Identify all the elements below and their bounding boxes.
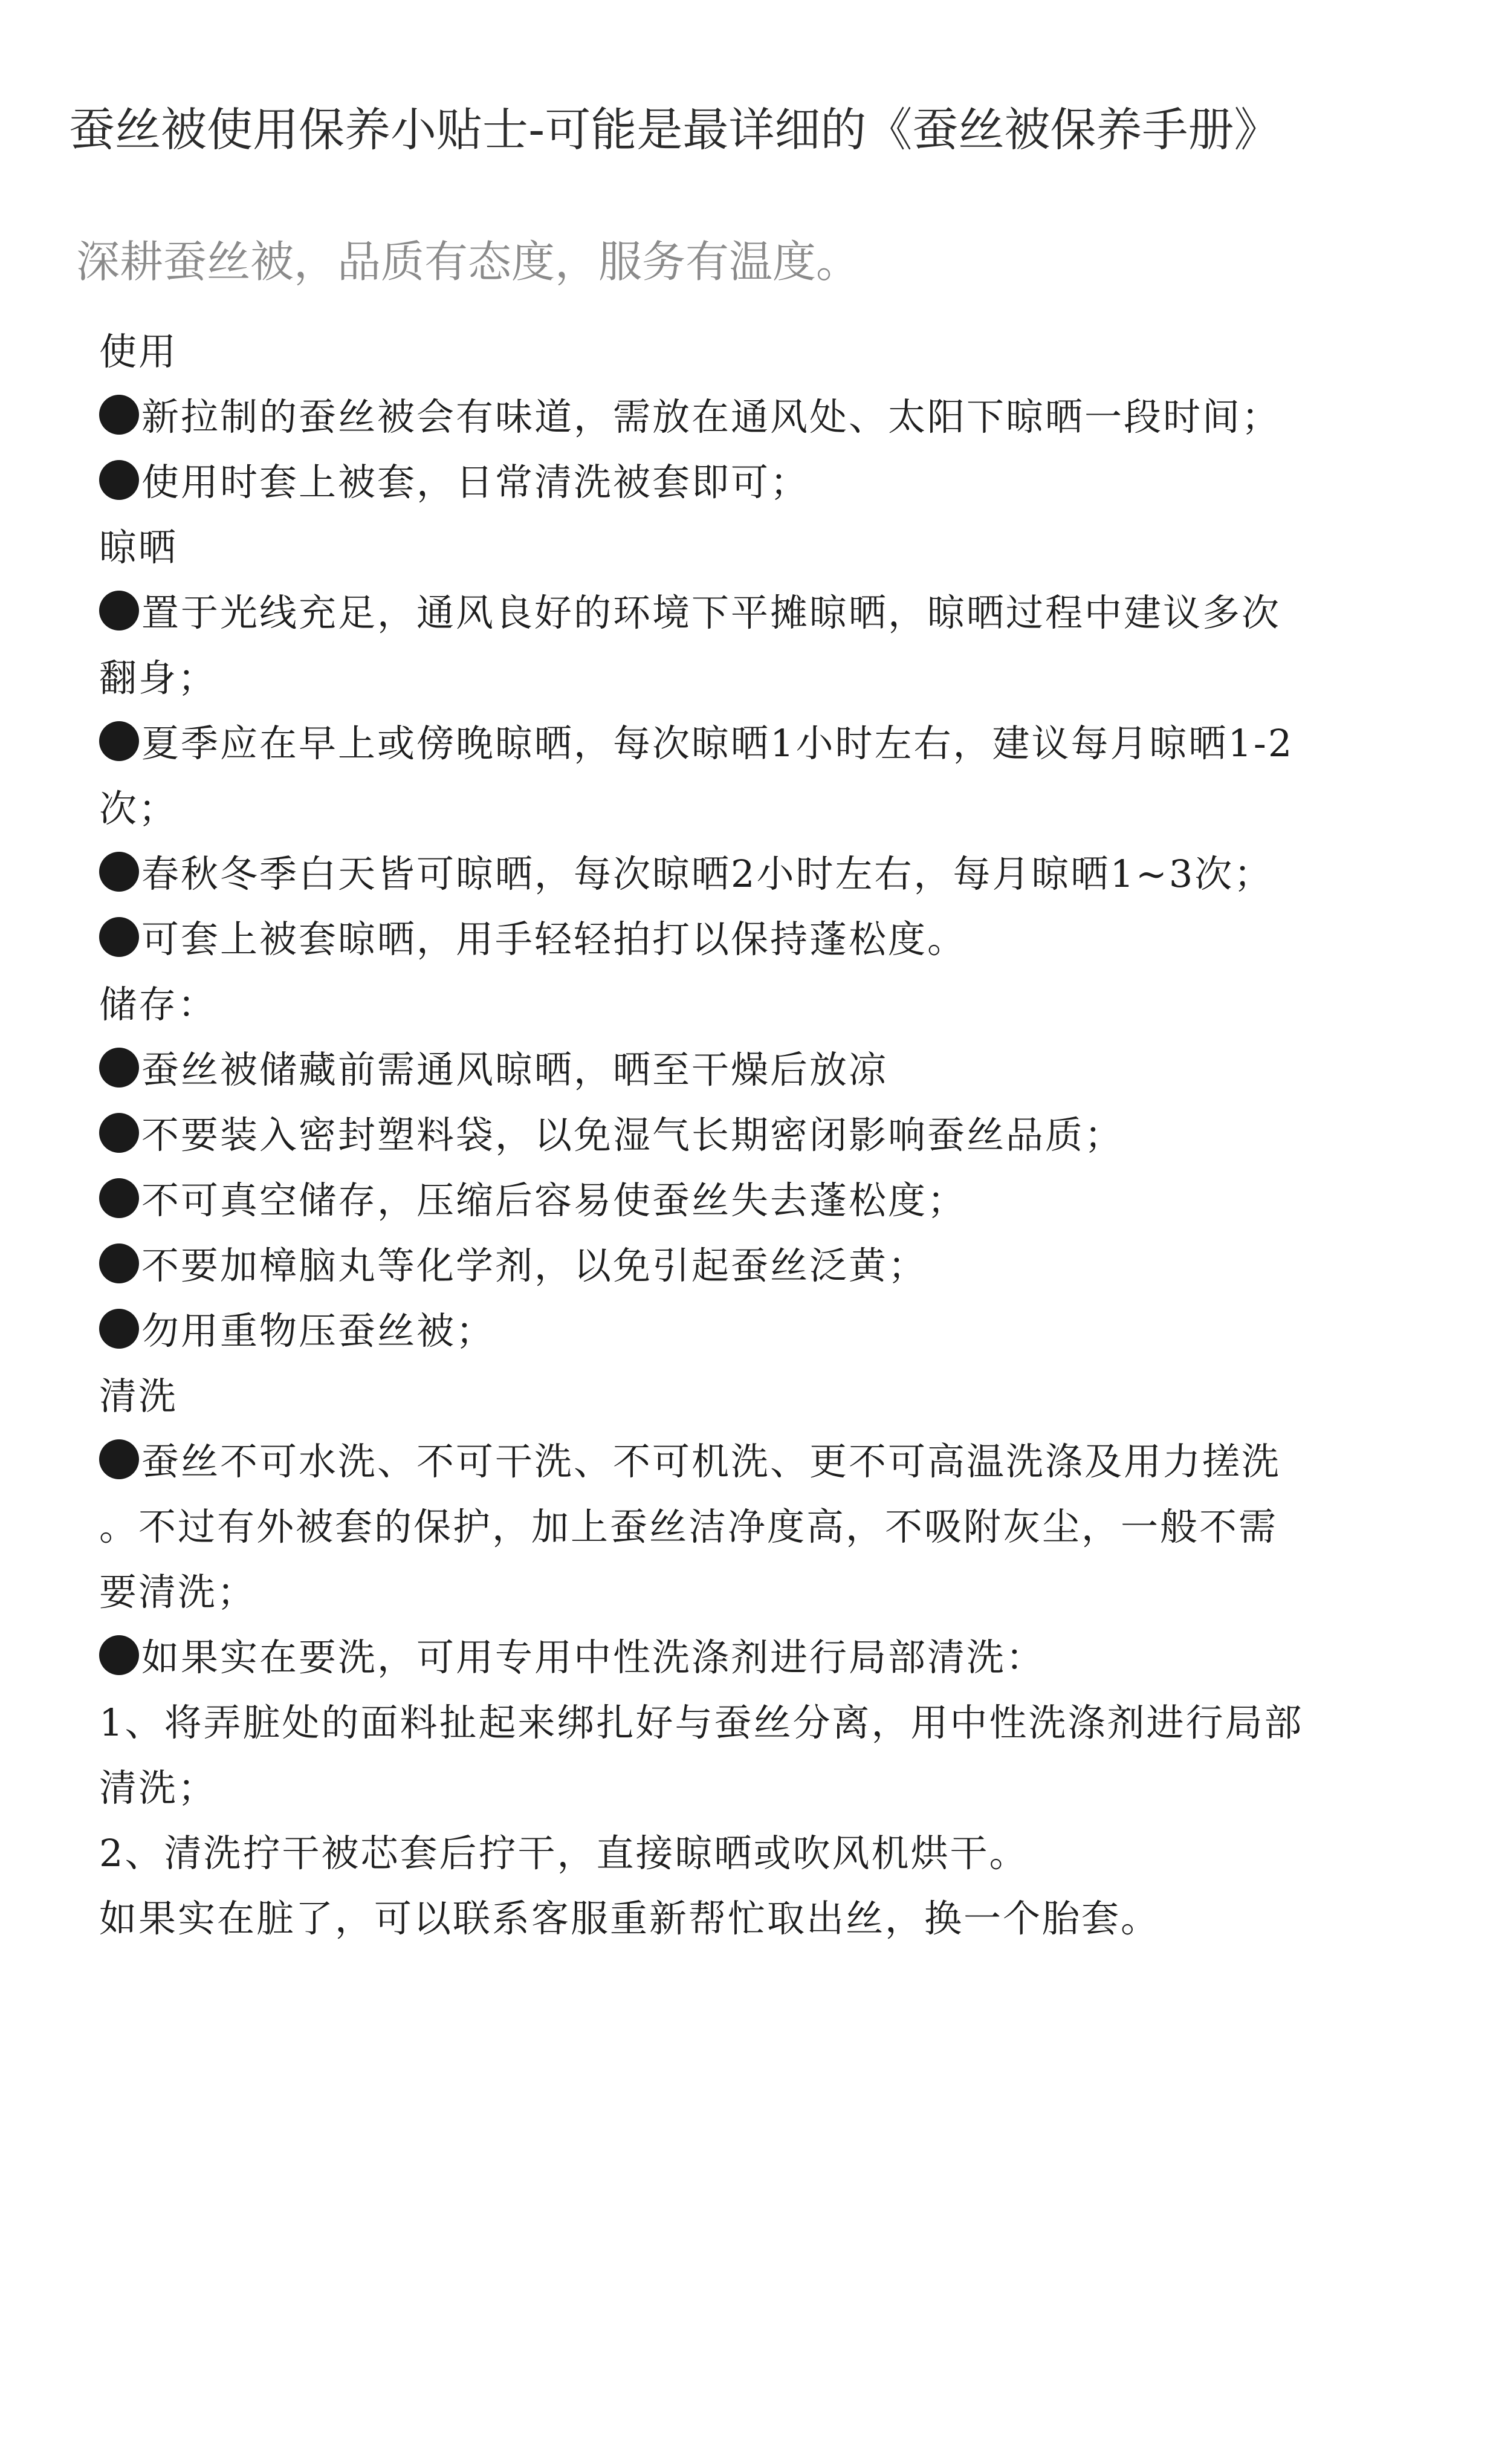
bullet-icon [99, 1439, 139, 1479]
numbered-step-1: 1、将弄脏处的面料扯起来绑扎好与蚕丝分离，用中性洗涤剂进行局部 [99, 1700, 1304, 1745]
section-heading-dry: 晾晒 [99, 525, 178, 569]
numbered-step-2: 2、清洗拧干被芯套后拧干，直接晾晒或吹风机烘干。 [99, 1831, 1029, 1875]
bullet-icon [99, 852, 139, 892]
list-item: 夏季应在早上或傍晚晾晒，每次晾晒1小时左右，建议每月晾晒1-2 [99, 711, 1429, 776]
bullet-icon [99, 395, 139, 435]
bullet-icon [99, 1243, 139, 1283]
list-item: 置于光线充足，通风良好的环境下平摊晾晒，晾晒过程中建议多次 [99, 580, 1429, 646]
list-item: 使用时套上被套，日常清洗被套即可； [99, 450, 1429, 515]
list-item: 如果实在要洗，可用专用中性洗涤剂进行局部清洗： [99, 1625, 1429, 1690]
list-item: 蚕丝被储藏前需通风晾晒，晒至干燥后放凉 [99, 1037, 1429, 1103]
bullet-icon [99, 1309, 139, 1349]
list-item: 不可真空储存，压缩后容易使蚕丝失去蓬松度； [99, 1168, 1429, 1233]
page-title: 蚕丝被使用保养小贴士-可能是最详细的《蚕丝被保养手册》 [69, 103, 1280, 157]
list-item: 蚕丝不可水洗、不可干洗、不可机洗、更不可高温洗涤及用力搓洗 [99, 1429, 1429, 1494]
section-heading-store: 储存： [99, 982, 218, 1026]
numbered-step-1-continuation: 清洗； [99, 1766, 218, 1810]
list-item: 勿用重物压蚕丝被； [99, 1298, 1429, 1364]
page-subtitle: 深耕蚕丝被，品质有态度，服务有温度。 [76, 236, 860, 287]
bullet-icon [99, 917, 139, 957]
list-item-continuation: 翻身； [99, 656, 218, 700]
section-heading-wash: 清洗 [99, 1374, 178, 1418]
list-item: 可套上被套晾晒，用手轻轻拍打以保持蓬松度。 [99, 907, 1429, 972]
bullet-icon [99, 1635, 139, 1675]
section-heading-use: 使用 [99, 329, 178, 374]
list-item-continuation: 要清洗； [99, 1570, 257, 1614]
list-item-continuation: 。不过有外被套的保护，加上蚕丝洁净度高，不吸附灰尘，一般不需 [99, 1505, 1278, 1549]
list-item-continuation: 次； [99, 786, 178, 831]
bullet-icon [99, 460, 139, 500]
bullet-icon [99, 1178, 139, 1218]
bullet-icon [99, 1113, 139, 1153]
list-item: 不要加樟脑丸等化学剂，以免引起蚕丝泛黄； [99, 1233, 1429, 1298]
list-item: 春秋冬季白天皆可晾晒，每次晾晒2小时左右，每月晾晒1~3次； [99, 841, 1429, 907]
bullet-icon [99, 591, 139, 631]
list-item: 不要装入密封塑料袋，以免湿气长期密闭影响蚕丝品质； [99, 1103, 1429, 1168]
list-item: 新拉制的蚕丝被会有味道，需放在通风处、太阳下晾晒一段时间； [99, 384, 1429, 450]
bullet-icon [99, 721, 139, 761]
closing-note: 如果实在脏了，可以联系客服重新帮忙取出丝，换一个胎套。 [99, 1896, 1161, 1940]
article-body [99, 319, 1429, 1951]
bullet-icon [99, 1048, 139, 1088]
